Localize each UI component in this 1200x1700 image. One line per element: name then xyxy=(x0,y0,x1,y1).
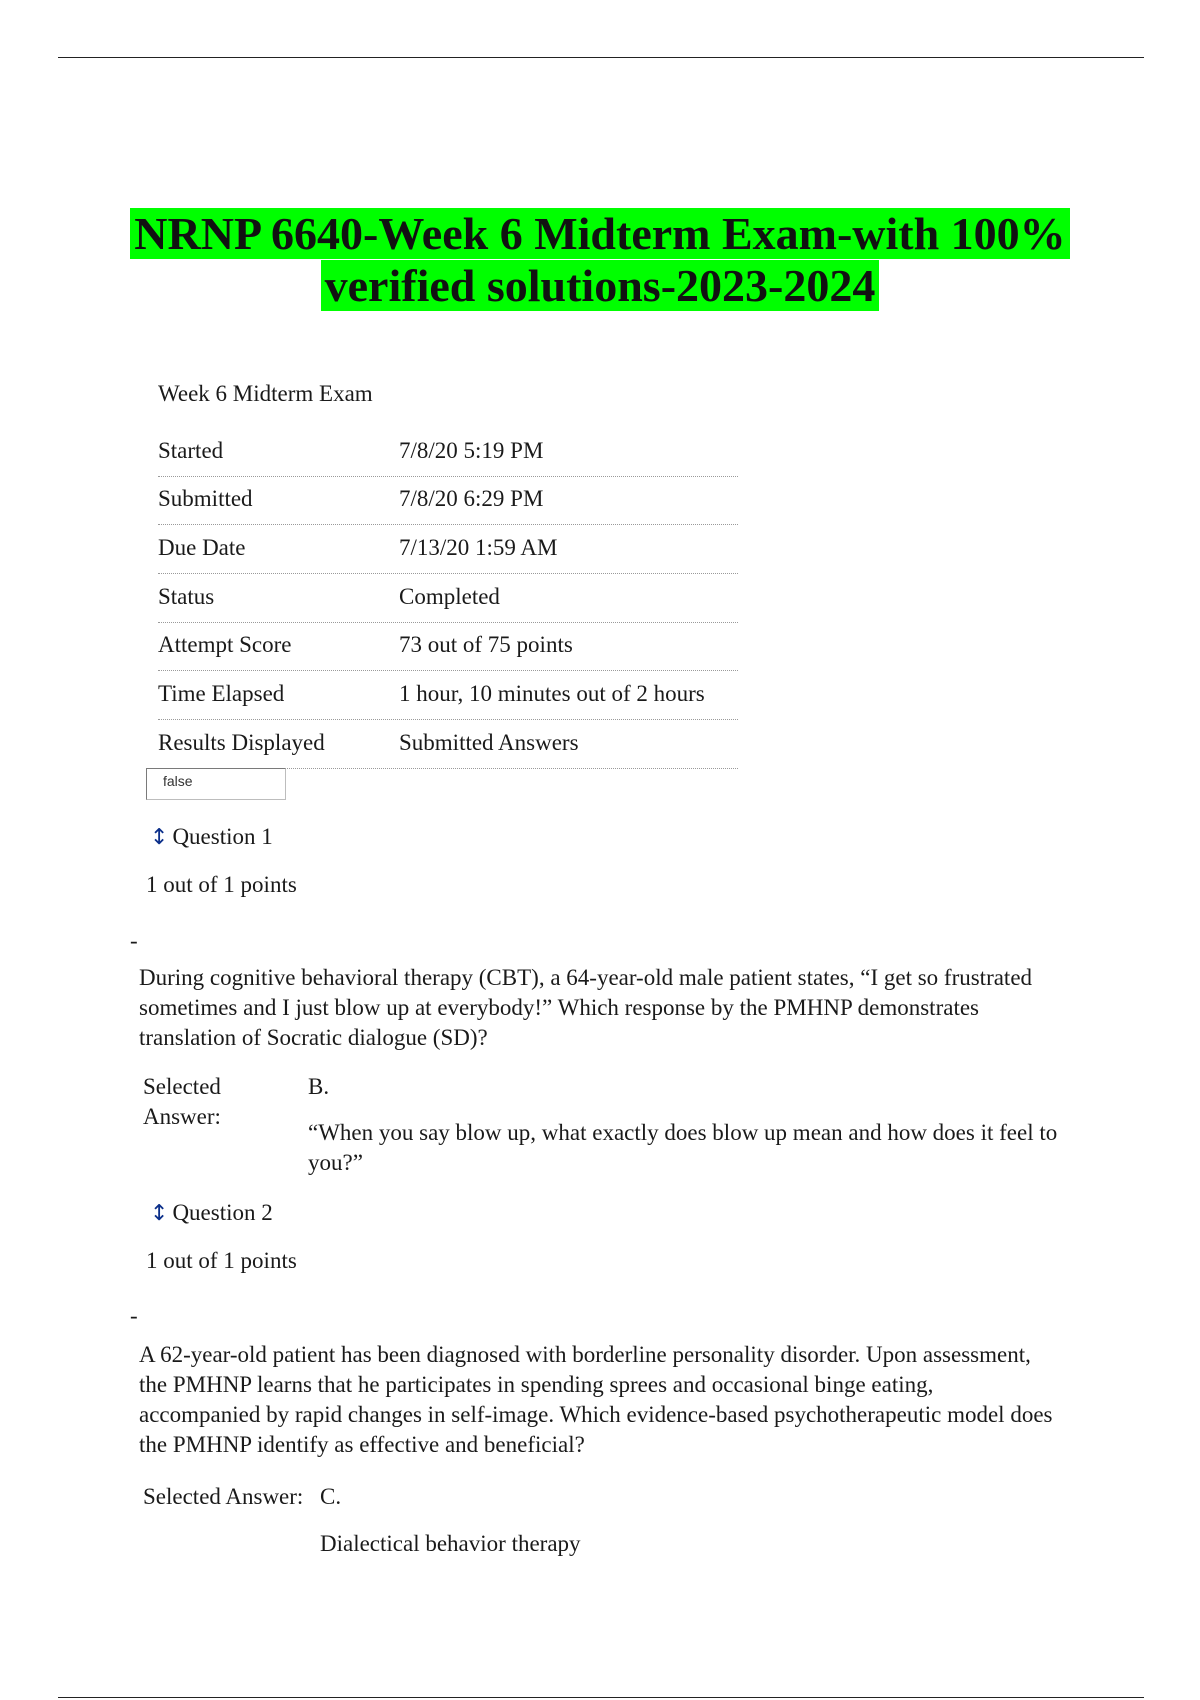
info-row-submitted xyxy=(158,476,738,525)
question-1-answer-text: “When you say blow up, what exactly does blow up mean and how does it feel to you?” xyxy=(308,1120,1058,1175)
info-value: 7/8/20 5:19 PM xyxy=(399,438,544,463)
document-title xyxy=(0,208,1200,312)
question-2-answer-text: Dialectical behavior therapy xyxy=(320,1531,581,1556)
info-row-started xyxy=(158,428,738,477)
info-value: Completed xyxy=(399,584,500,609)
question-1-text: During cognitive behavioral therapy (CBT), a 64-year-old male patient states, “I get so frustrated sometimes and I just blow up at everybody!” Which response by the PMHNP demonstrates translation of Socratic dialogue (SD)? xyxy=(139,965,1033,1050)
question-1-points: 1 out of 1 points xyxy=(146,872,297,897)
info-value: Submitted Answers xyxy=(399,730,579,755)
reorder-arrow-icon[interactable]: ↕ xyxy=(150,825,169,850)
header-rule xyxy=(58,57,1144,58)
info-label: Results Displayed xyxy=(158,730,325,755)
info-value: 73 out of 75 points xyxy=(399,632,573,657)
question-2-answer-letter: C. xyxy=(320,1484,342,1509)
question-2-points: 1 out of 1 points xyxy=(146,1248,297,1273)
info-row-status xyxy=(158,574,738,623)
false-text-field[interactable]: false xyxy=(146,768,286,800)
question-2-selected-label: Selected Answer: xyxy=(143,1484,304,1509)
question-1-answer-letter: B. xyxy=(308,1074,330,1099)
info-label: Attempt Score xyxy=(158,632,292,657)
info-label: Submitted xyxy=(158,486,253,511)
info-value: 7/8/20 6:29 PM xyxy=(399,486,544,511)
info-row-time-elapsed xyxy=(158,671,738,720)
info-label: Status xyxy=(158,584,215,609)
info-label: Due Date xyxy=(158,535,246,560)
footer-rule xyxy=(58,1697,1144,1698)
reorder-arrow-icon[interactable]: ↕ xyxy=(150,1201,169,1226)
question-2-text: A 62-year-old patient has been diagnosed with borderline personality disorder. Upon assessment, the PMHNP learns that he participates in spending sprees and occasional binge eating, accompanied by rapid changes in self-image. Which evidence-based psychotherapeutic model does the PMHNP identify as effective and beneficial? xyxy=(139,1342,1053,1457)
title-line-2: verified solutions-2023-2024 xyxy=(321,260,880,311)
question-2-heading xyxy=(150,1200,273,1226)
question-2-dash: - xyxy=(130,1303,138,1328)
question-1-heading xyxy=(150,824,273,850)
info-value: 1 hour, 10 minutes out of 2 hours xyxy=(399,681,705,706)
question-1-dash: - xyxy=(130,928,138,953)
info-row-due-date xyxy=(158,525,738,574)
info-value: 7/13/20 1:59 AM xyxy=(399,535,558,560)
question-title: Question 2 xyxy=(172,1200,273,1225)
question-title: Question 1 xyxy=(172,824,273,849)
exam-name: Week 6 Midterm Exam xyxy=(158,381,373,406)
info-label: Started xyxy=(158,438,224,463)
title-line-1: NRNP 6640-Week 6 Midterm Exam-with 100% xyxy=(130,208,1069,259)
info-row-results-displayed xyxy=(158,720,738,769)
info-label: Time Elapsed xyxy=(158,681,285,706)
question-1-selected-label: Selected Answer: xyxy=(143,1074,221,1129)
info-row-attempt-score xyxy=(158,622,738,671)
